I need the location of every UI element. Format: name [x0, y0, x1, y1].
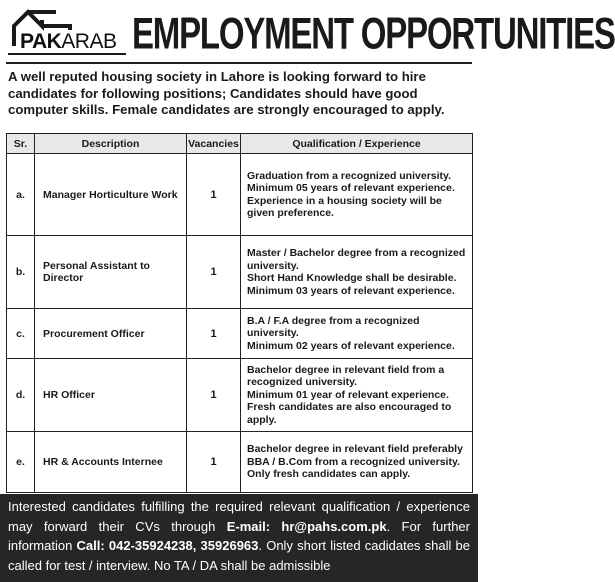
table-row [7, 309, 473, 359]
qualification-line: Minimum 05 years of relevant experience. [247, 182, 455, 194]
header-sr: Sr. [7, 134, 35, 154]
qualification-line: Minimum 01 year of relevant experience. [247, 388, 449, 401]
qualification-line: Experience in a housing society will be given preference. [247, 194, 442, 219]
table-row [7, 359, 473, 432]
table-row [7, 236, 473, 309]
row-qualification [241, 154, 473, 236]
row-sr: a. [7, 154, 35, 236]
row-vacancies: 1 [187, 154, 241, 236]
row-vacancies: 1 [187, 309, 241, 359]
qualification-line: Master / Bachelor degree from a recognized university. [247, 247, 466, 272]
logo-arab: ARAB [61, 30, 117, 53]
qualification-line: Bachelor degree in relevant field preferably BBA / B.Com from a recognized university. [247, 443, 463, 468]
row-sr: e. [7, 432, 35, 493]
table-row [7, 432, 473, 493]
row-qualification [241, 432, 473, 493]
qualification-line: Fresh candidates are also encouraged to apply. [247, 401, 452, 426]
header-vacancies: Vacancies [187, 134, 241, 154]
logo-pak: PAK [20, 30, 62, 53]
qualification-line: Bachelor degree in relevant field from a recognized university. [247, 363, 445, 389]
row-vacancies: 1 [187, 236, 241, 309]
row-qualification [241, 309, 473, 359]
header [4, 4, 615, 62]
pak-arab-logo [8, 6, 128, 60]
qualification-line: Minimum 02 years of relevant experience. [247, 339, 455, 352]
row-description: Procurement Officer [35, 309, 187, 359]
row-qualification [241, 359, 473, 432]
call-label: Call: [76, 538, 105, 553]
table-row [7, 154, 473, 236]
row-vacancies: 1 [187, 359, 241, 432]
footer-text-2: . For further information [8, 518, 470, 553]
phone-numbers[interactable]: 042-35924238, 35926963 [108, 538, 259, 553]
header-qualification: Qualification / Experience [241, 134, 473, 154]
row-sr: b. [7, 236, 35, 309]
email-address[interactable]: hr@pahs.com.pk [281, 518, 387, 534]
qualification-line: Graduation from a recognized university. [247, 169, 452, 182]
application-instructions [0, 494, 478, 582]
row-vacancies: 1 [187, 432, 241, 493]
intro-paragraph: A well reputed housing society in Lahore is looking forward to hire candidates for following positions; Candidates should have good computer skills. Female candidates are strongly encouraged to apply. [8, 69, 445, 117]
row-description: HR & Accounts Internee [35, 432, 187, 493]
qualification-line: Short Hand Knowledge shall be desirable. [247, 272, 457, 284]
qualification-line: Minimum 03 years of relevant experience. [247, 284, 455, 297]
row-sr: d. [7, 359, 35, 432]
row-description: HR Officer [35, 359, 187, 432]
email-label: E-mail: [226, 518, 271, 534]
header-description: Description [35, 134, 187, 154]
row-sr: c. [7, 309, 35, 359]
row-description: Manager Horticulture Work [35, 154, 187, 236]
qualification-line: Only fresh candidates can apply. [247, 468, 411, 481]
page-title: EMPLOYMENT OPPORTUNITIES [132, 8, 615, 58]
row-description: Personal Assistant to Director [35, 236, 187, 309]
footer-text-1: Interested candidates fulfilling the required relevant qualification / experience may forward their CVs through [8, 499, 470, 534]
positions-table [6, 133, 473, 493]
logo-text [20, 30, 116, 54]
footer-text-3: . Only short listed cadidates shall be called for test / interview. No TA / DA shall be admissible [8, 538, 471, 573]
table-header-row [7, 134, 473, 154]
qualification-line: B.A / F.A degree from a recognized university. [247, 314, 420, 340]
row-qualification [241, 236, 473, 309]
header-divider [6, 62, 472, 64]
